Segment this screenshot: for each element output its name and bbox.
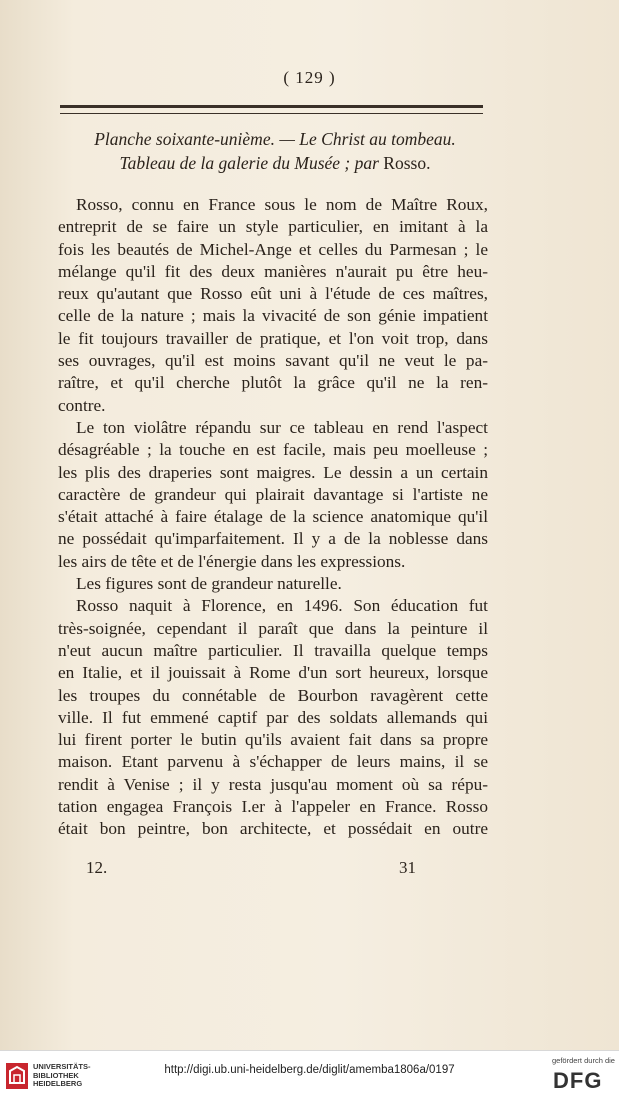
text-line: désagréable ; la touche en est facile, mais peu moelleuse ;: [58, 440, 488, 460]
text-line: ses ouvrages, qu'il est moins savant qu'il ne veut le pa-: [58, 351, 488, 371]
header-rule-thin: [60, 113, 483, 114]
institution-line-3: HEIDELBERG: [33, 1079, 83, 1088]
text-line: rendit à Venise ; il y resta jusqu'au moment où sa répu-: [58, 774, 488, 794]
text-line: caractère de grandeur qui plairait davantage si l'artiste ne: [58, 484, 488, 504]
institution-line-2: BIBLIOTHEK: [33, 1070, 79, 1080]
text-line: Rosso, connu en France sous le nom de Maître Roux,: [76, 195, 488, 214]
text-line: contre.: [58, 395, 106, 415]
text-line: ville. Il fut emmené captif par des soldats allemands qui: [58, 707, 488, 727]
institution-line-1: UNIVERSITÄTS-: [33, 1062, 91, 1071]
text-line: les plis des draperies sont maigres. Le dessin a un certain: [58, 462, 488, 482]
text-line: celle de la nature ; mais la vivacité de son génie impatient: [58, 306, 488, 326]
text-line: n'eut aucun maître particulier. Il travailla quelque temps: [58, 640, 488, 660]
text-line: maison. Etant parvenu à s'échapper de leurs mains, il se: [58, 752, 488, 772]
text-line: était bon peintre, bon architecte, et possédait en outre: [58, 819, 488, 839]
body-text: [58, 194, 488, 841]
text-line: s'était attaché à faire étalage de la science anatomique qu'il: [58, 507, 488, 527]
text-line: tation engagea François I.er à l'appeler en France. Rosso: [58, 797, 488, 817]
text-line: mélange qu'il fit des deux manières n'aurait pu être heu-: [58, 261, 488, 281]
text-line: les troupes du connétable de Bourbon ravagèrent cette: [58, 685, 488, 705]
text-line: Le ton violâtre répandu sur ce tableau en rend l'aspect: [76, 417, 488, 437]
text-line: les airs de tête et de l'énergie dans les expressions.: [58, 551, 406, 571]
text-line: reux qu'autant que Rosso eût uni à l'étude de ces maîtres,: [58, 284, 488, 304]
heading-line-1: Planche soixante-unième. — Le Christ au tombeau.: [94, 129, 456, 149]
permalink-url[interactable]: http://digi.ub.uni-heidelberg.de/diglit/amemba1806a/0197: [164, 1064, 455, 1076]
plate-heading: [60, 127, 490, 175]
text-line: ne possédait qu'imparfaitement. Il y a de la noblesse dans: [58, 529, 488, 549]
signature-right: 31: [399, 858, 416, 877]
heading-line-2-italic: Tableau de la galerie du Musée ; par: [119, 153, 379, 173]
page-number: ( 129 ): [283, 68, 336, 87]
text-line: Les figures sont de grandeur naturelle.: [76, 574, 342, 594]
text-line: raître, et qu'il cherche plutôt la grâce qu'il ne la ren-: [58, 373, 488, 393]
text-line: en Italie, et il jouissait à Rome d'un sort heureux, lorsque: [58, 663, 488, 683]
header-rule-thick: [60, 105, 483, 108]
dfg-logo: DFG: [553, 1068, 603, 1093]
heading-line-2: [60, 151, 490, 175]
text-line: le fit toujours travailler de pratique, et l'on voit trop, dans: [58, 328, 488, 348]
text-line: lui firent porter le butin qu'ils avaient fait dans sa propre: [58, 730, 488, 750]
sponsor-caption: gefördert durch die: [552, 1056, 615, 1065]
signature-left: 12.: [86, 858, 108, 877]
text-line: fois les beautés de Michel-Ange et celles du Parmesan ; le: [58, 239, 488, 259]
text-line: Rosso naquit à Florence, en 1496. Son éducation fut: [76, 596, 488, 616]
heading-author: Rosso.: [383, 153, 431, 173]
text-line: très-soignée, cependant il paraît que dans la peinture il: [58, 618, 488, 638]
text-line: entreprit de se faire un style particulier, en imitant à la: [58, 217, 488, 237]
